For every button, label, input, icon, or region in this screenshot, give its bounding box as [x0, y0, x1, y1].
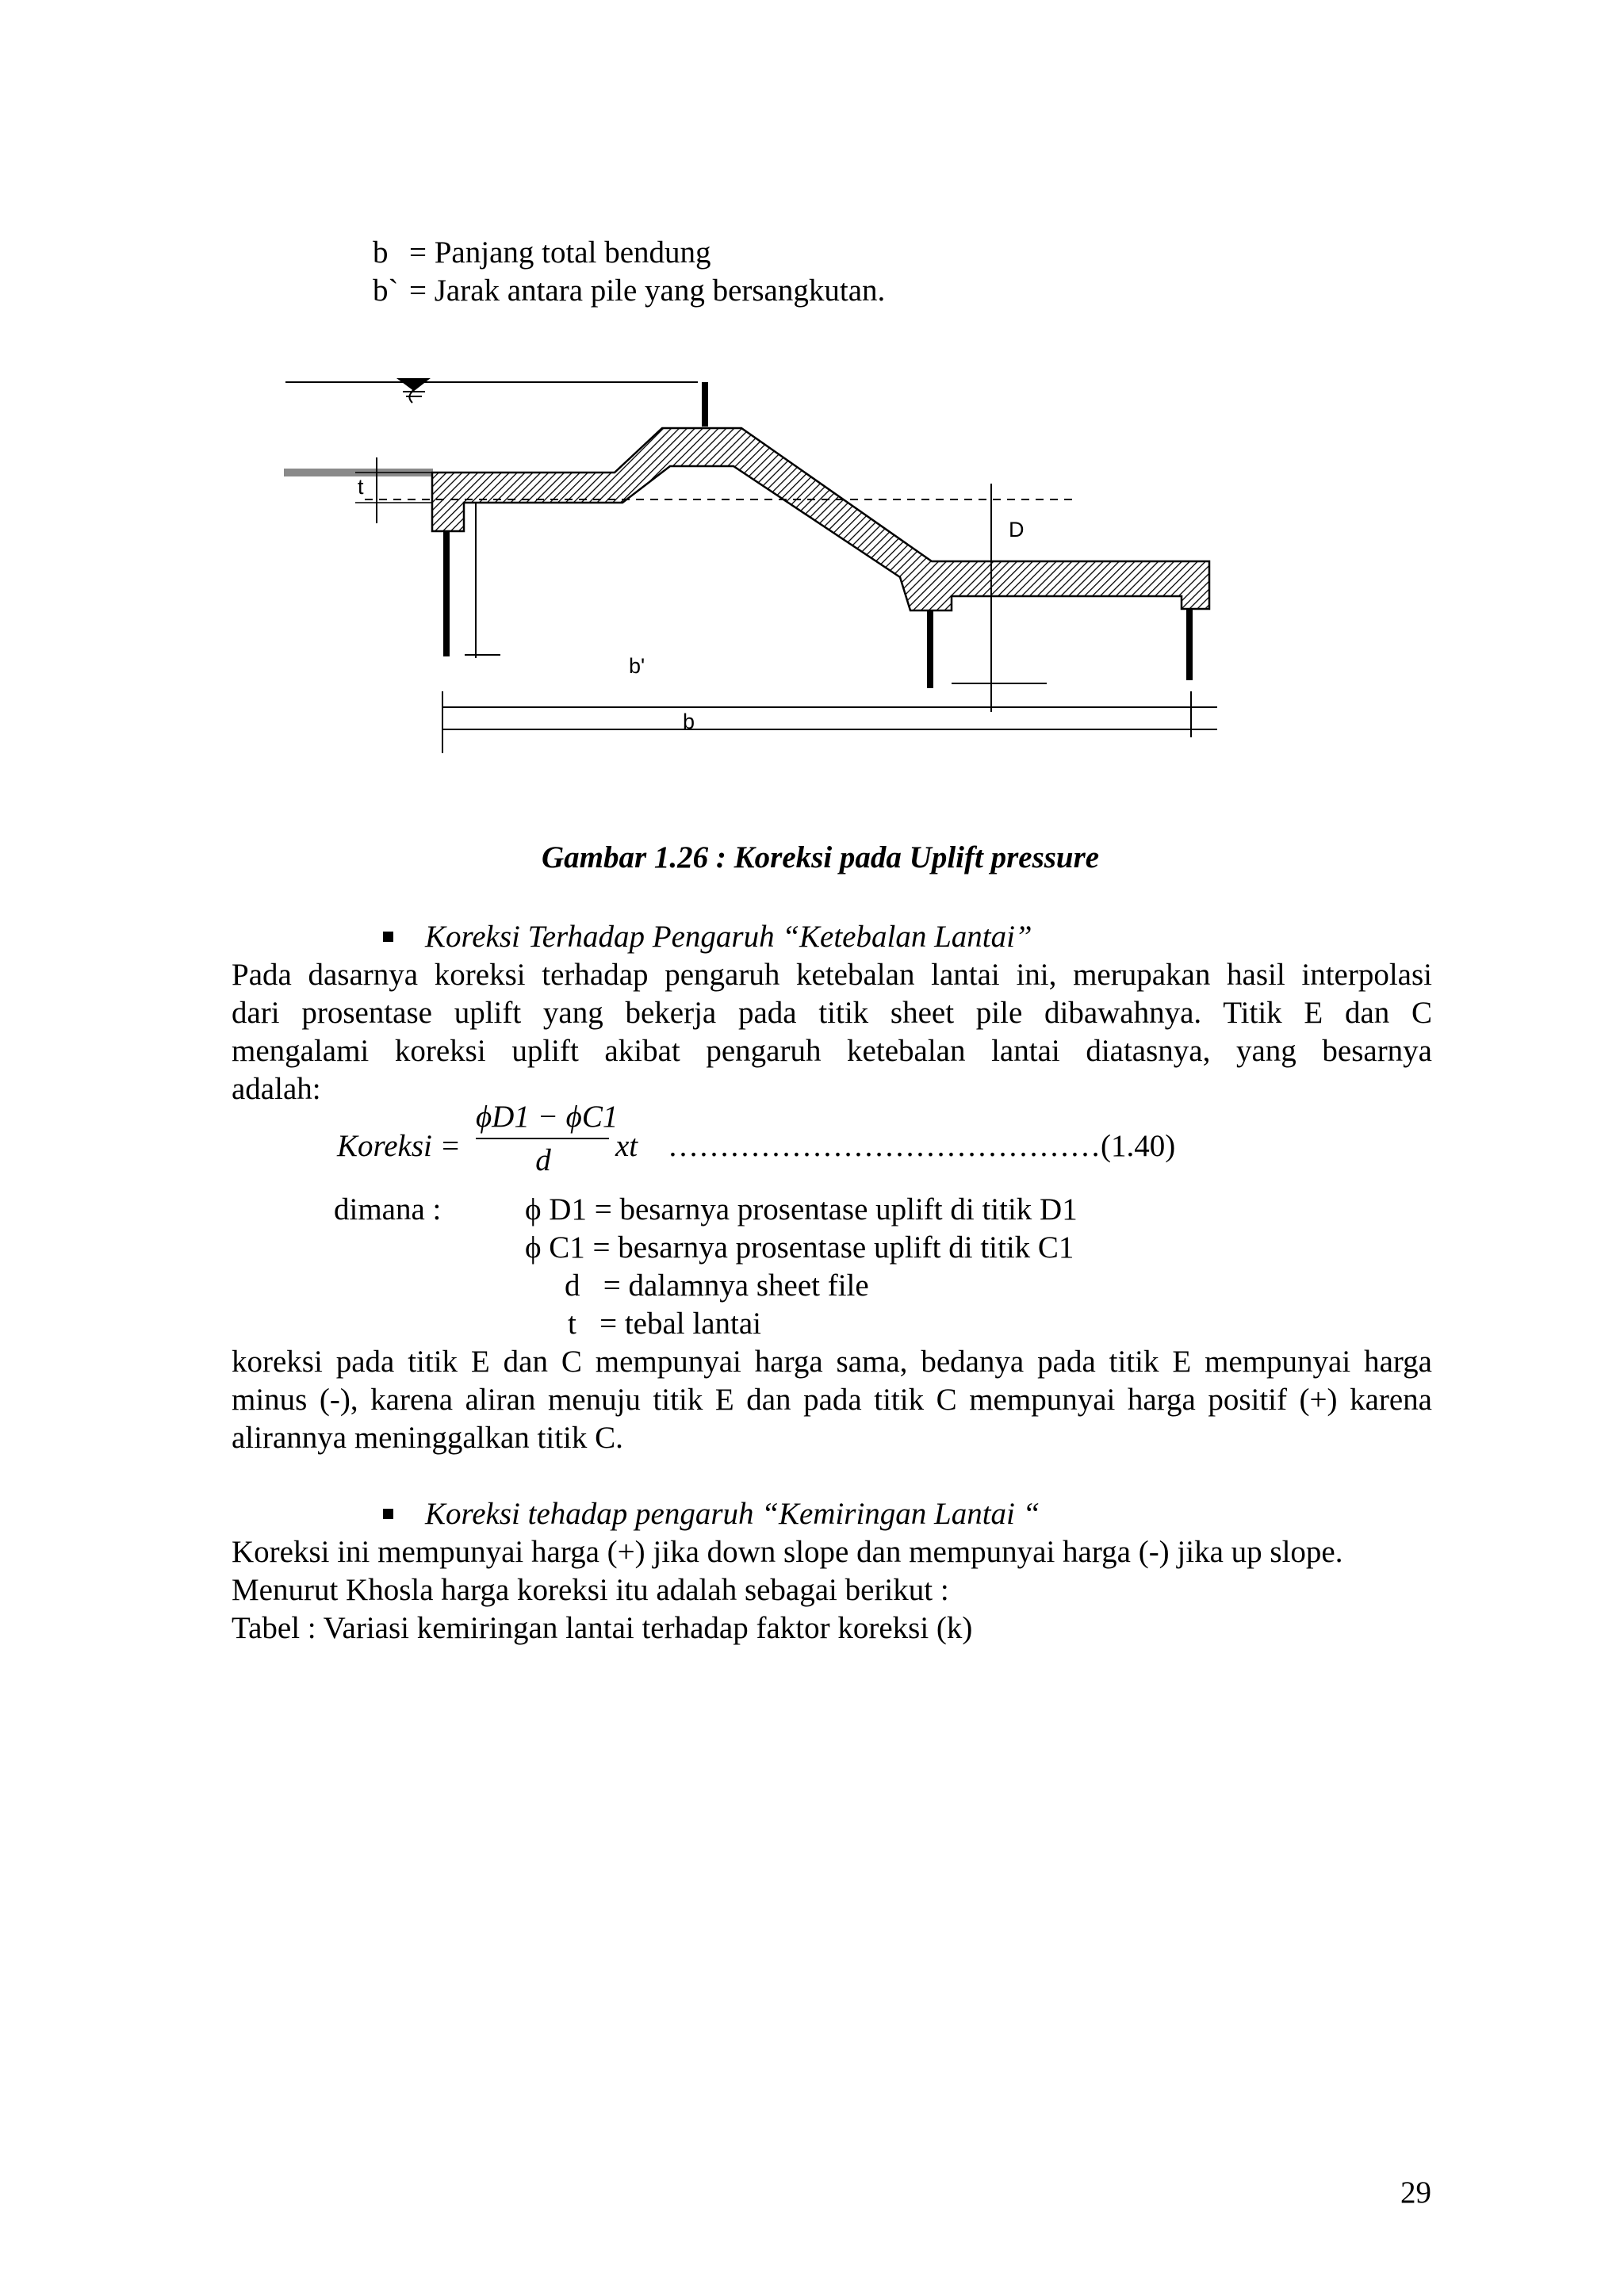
fraction-bar: [476, 1138, 609, 1139]
paragraph-line: mengalami koreksi uplift akibat pengaruh ketebalan lantai diatasnya, yang besarnya: [232, 1034, 1432, 1068]
where-item: d = dalamnya sheet file: [565, 1269, 869, 1303]
paragraph-line: minus (-), karena aliran menuju titik E dan pada titik C mempunyai harga positif (+) karena: [232, 1383, 1432, 1417]
section2-heading: Koreksi tehadap pengaruh “Kemiringan Lantai “: [383, 1495, 1040, 1533]
where-label: dimana :: [334, 1192, 442, 1226]
paragraph-line: Koreksi ini mempunyai harga (+) jika down slope dan mempunyai harga (-) jika up slope.: [232, 1535, 1343, 1569]
formula-denominator: d: [535, 1143, 551, 1177]
formula-lhs: Koreksi =: [337, 1129, 461, 1163]
definition-b-prime: b` = Jarak antara pile yang bersangkutan.: [373, 274, 886, 308]
bullet-icon: [383, 932, 393, 942]
paragraph-line: Pada dasarnya koreksi terhadap pengaruh ketebalan lantai ini, merupakan hasil interpolasi: [232, 958, 1432, 992]
where-item: t = tebal lantai: [568, 1307, 761, 1341]
weir-cross-section-diagram: [0, 0, 1624, 793]
t-label: t: [358, 475, 364, 499]
where-item: ϕ C1 = besarnya prosentase uplift di titik C1: [525, 1230, 1074, 1265]
formula-equation-number: ……………………………………(1.40): [668, 1129, 1176, 1163]
paragraph-line: alirannya meninggalkan titik C.: [232, 1421, 623, 1455]
bullet-icon: [383, 1509, 393, 1519]
section1-heading: Koreksi Terhadap Pengaruh “Ketebalan Lantai”: [383, 918, 1032, 956]
paragraph-line: dari prosentase uplift yang bekerja pada titik sheet pile dibawahnya. Titik E dan C: [232, 996, 1432, 1030]
d-label: D: [1009, 518, 1025, 541]
b-prime-label: b': [629, 654, 645, 678]
definition-b: b = Panjang total bendung: [373, 235, 711, 270]
figure-caption: Gambar 1.26 : Koreksi pada Uplift pressure: [542, 840, 1100, 874]
paragraph-line: koreksi pada titik E dan C mempunyai harga sama, bedanya pada titik E mempunyai harga: [232, 1345, 1432, 1379]
weir-body: [432, 428, 1209, 610]
paragraph-line: adalah:: [232, 1072, 321, 1106]
b-label: b: [683, 710, 695, 733]
paragraph-line: Tabel : Variasi kemiringan lantai terhadap faktor koreksi (k): [232, 1611, 973, 1645]
page-number: 29: [1400, 2175, 1431, 2210]
water-level-symbol: [399, 379, 428, 403]
paragraph-line: Menurut Khosla harga koreksi itu adalah sebagai berikut :: [232, 1573, 949, 1607]
where-item: ϕ D1 = besarnya prosentase uplift di titik D1: [525, 1192, 1078, 1226]
formula-numerator: ϕD1 − ϕC1: [476, 1100, 619, 1134]
formula-suffix: xt: [615, 1129, 638, 1163]
